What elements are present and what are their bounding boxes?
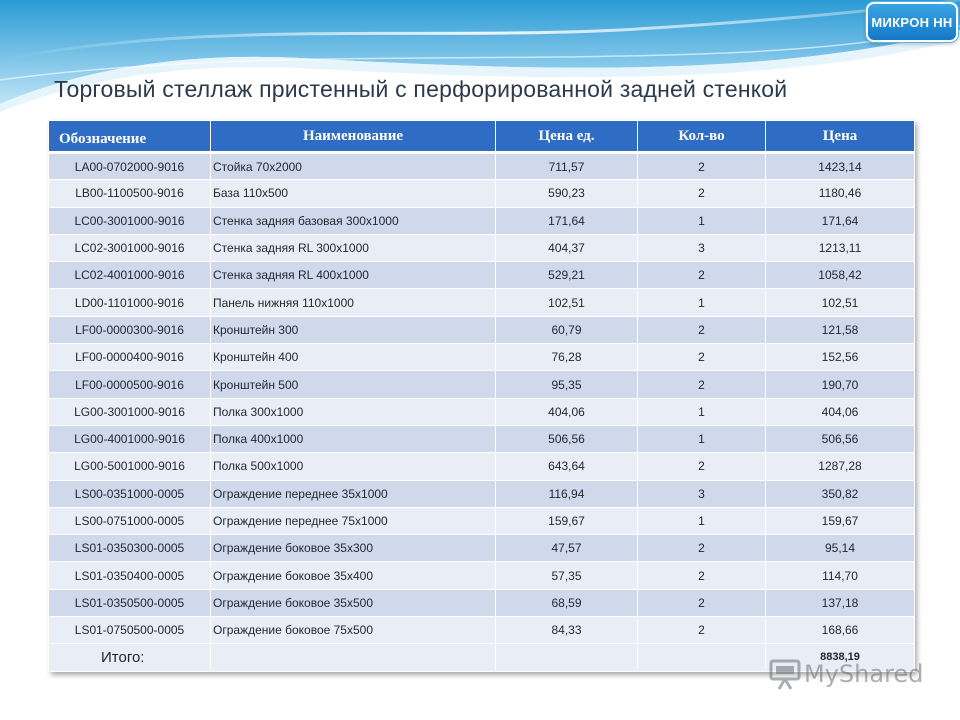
table-row xyxy=(49,562,915,589)
designation-cell: LA00-0702000-9016 xyxy=(49,153,211,180)
unit-price-cell: 404,06 xyxy=(496,398,638,425)
total-empty-cell xyxy=(496,644,638,672)
header-quantity: Кол-во xyxy=(638,121,766,153)
unit-price-cell: 590,23 xyxy=(496,180,638,207)
price-cell: 1287,28 xyxy=(766,453,915,480)
table-row xyxy=(49,589,915,616)
designation-cell: LF00-0000500-9016 xyxy=(49,371,211,398)
quantity-cell: 2 xyxy=(638,153,766,180)
price-cell: 137,18 xyxy=(766,589,915,616)
table-row xyxy=(49,617,915,644)
price-cell: 404,06 xyxy=(766,398,915,425)
designation-cell: LG00-4001000-9016 xyxy=(49,425,211,452)
total-empty-cell xyxy=(211,644,496,672)
name-cell: Полка 400х1000 xyxy=(211,425,496,452)
designation-cell: LC02-3001000-9016 xyxy=(49,234,211,261)
designation-cell: LB00-1100500-9016 xyxy=(49,180,211,207)
unit-price-cell: 60,79 xyxy=(496,316,638,343)
name-cell: Кронштейн 400 xyxy=(211,344,496,371)
unit-price-cell: 404,37 xyxy=(496,234,638,261)
unit-price-cell: 171,64 xyxy=(496,207,638,234)
name-cell: База 110х500 xyxy=(211,180,496,207)
watermark-text: MyShared xyxy=(804,660,924,688)
name-cell: Ограждение боковое 35х500 xyxy=(211,589,496,616)
total-empty-cell xyxy=(638,644,766,672)
designation-cell: LS01-0350300-0005 xyxy=(49,535,211,562)
table-row xyxy=(49,344,915,371)
quantity-cell: 2 xyxy=(638,316,766,343)
name-cell: Панель нижняя 110х1000 xyxy=(211,289,496,316)
name-cell: Полка 500х1000 xyxy=(211,453,496,480)
table-row xyxy=(49,234,915,261)
quantity-cell: 2 xyxy=(638,180,766,207)
name-cell: Стенка задняя базовая 300х1000 xyxy=(211,207,496,234)
designation-cell: LS01-0350400-0005 xyxy=(49,562,211,589)
quantity-cell: 1 xyxy=(638,207,766,234)
header-name: Наименование xyxy=(211,121,496,153)
price-cell: 152,56 xyxy=(766,344,915,371)
unit-price-cell: 68,59 xyxy=(496,589,638,616)
unit-price-cell: 116,94 xyxy=(496,480,638,507)
table-row xyxy=(49,153,915,180)
unit-price-cell: 711,57 xyxy=(496,153,638,180)
unit-price-cell: 506,56 xyxy=(496,425,638,452)
name-cell: Стойка 70х2000 xyxy=(211,153,496,180)
unit-price-cell: 643,64 xyxy=(496,453,638,480)
brand-logo-text: МИКРОН НН xyxy=(871,14,953,30)
designation-cell: LS00-0751000-0005 xyxy=(49,507,211,534)
table-row xyxy=(49,289,915,316)
quantity-cell: 1 xyxy=(638,289,766,316)
unit-price-cell: 47,57 xyxy=(496,535,638,562)
unit-price-cell: 76,28 xyxy=(496,344,638,371)
unit-price-cell: 159,67 xyxy=(496,507,638,534)
quantity-cell: 3 xyxy=(638,480,766,507)
quantity-cell: 2 xyxy=(638,562,766,589)
name-cell: Ограждение переднее 35х1000 xyxy=(211,480,496,507)
quantity-cell: 1 xyxy=(638,507,766,534)
header-price: Цена xyxy=(766,121,915,153)
name-cell: Стенка задняя RL 300х1000 xyxy=(211,234,496,261)
quantity-cell: 3 xyxy=(638,234,766,261)
price-table xyxy=(48,120,915,672)
designation-cell: LS01-0350500-0005 xyxy=(49,589,211,616)
name-cell: Ограждение боковое 75х500 xyxy=(211,617,496,644)
designation-cell: LG00-5001000-9016 xyxy=(49,453,211,480)
designation-cell: LS00-0351000-0005 xyxy=(49,480,211,507)
price-cell: 190,70 xyxy=(766,371,915,398)
total-value: 8838,19 xyxy=(766,644,915,672)
price-cell: 1058,42 xyxy=(766,262,915,289)
table-row xyxy=(49,425,915,452)
designation-cell: LD00-1101000-9016 xyxy=(49,289,211,316)
price-cell: 159,67 xyxy=(766,507,915,534)
header-designation: Обозначение xyxy=(49,121,211,153)
quantity-cell: 2 xyxy=(638,344,766,371)
name-cell: Полка 300х1000 xyxy=(211,398,496,425)
designation-cell: LF00-0000400-9016 xyxy=(49,344,211,371)
brand-logo xyxy=(866,2,958,42)
quantity-cell: 2 xyxy=(638,371,766,398)
price-cell: 1213,11 xyxy=(766,234,915,261)
price-cell: 102,51 xyxy=(766,289,915,316)
name-cell: Стенка задняя RL 400х1000 xyxy=(211,262,496,289)
unit-price-cell: 84,33 xyxy=(496,617,638,644)
name-cell: Ограждение боковое 35х300 xyxy=(211,535,496,562)
unit-price-cell: 57,35 xyxy=(496,562,638,589)
total-label: Итого: xyxy=(49,644,211,672)
quantity-cell: 2 xyxy=(638,535,766,562)
quantity-cell: 2 xyxy=(638,617,766,644)
page-title: Торговый стеллаж пристенный с перфорированной задней стенкой xyxy=(54,76,788,102)
price-cell: 506,56 xyxy=(766,425,915,452)
designation-cell: LS01-0750500-0005 xyxy=(49,617,211,644)
table-header-row xyxy=(49,121,915,153)
table-row xyxy=(49,480,915,507)
price-cell: 95,14 xyxy=(766,535,915,562)
table-row xyxy=(49,371,915,398)
table-row xyxy=(49,398,915,425)
designation-cell: LF00-0000300-9016 xyxy=(49,316,211,343)
header-unit-price: Цена ед. xyxy=(496,121,638,153)
quantity-cell: 1 xyxy=(638,398,766,425)
table-row xyxy=(49,207,915,234)
quantity-cell: 2 xyxy=(638,589,766,616)
price-cell: 168,66 xyxy=(766,617,915,644)
unit-price-cell: 529,21 xyxy=(496,262,638,289)
price-cell: 350,82 xyxy=(766,480,915,507)
price-cell: 1180,46 xyxy=(766,180,915,207)
price-table-container xyxy=(48,120,914,672)
name-cell: Кронштейн 300 xyxy=(211,316,496,343)
price-cell: 121,58 xyxy=(766,316,915,343)
name-cell: Ограждение переднее 75х1000 xyxy=(211,507,496,534)
name-cell: Ограждение боковое 35х400 xyxy=(211,562,496,589)
table-row xyxy=(49,535,915,562)
quantity-cell: 1 xyxy=(638,425,766,452)
designation-cell: LC02-4001000-9016 xyxy=(49,262,211,289)
table-row xyxy=(49,262,915,289)
table-row xyxy=(49,507,915,534)
table-row xyxy=(49,180,915,207)
unit-price-cell: 95,35 xyxy=(496,371,638,398)
quantity-cell: 2 xyxy=(638,262,766,289)
presentation-screen-icon xyxy=(768,657,802,691)
name-cell: Кронштейн 500 xyxy=(211,371,496,398)
designation-cell: LG00-3001000-9016 xyxy=(49,398,211,425)
quantity-cell: 2 xyxy=(638,453,766,480)
watermark xyxy=(768,656,923,692)
unit-price-cell: 102,51 xyxy=(496,289,638,316)
table-row xyxy=(49,316,915,343)
price-cell: 114,70 xyxy=(766,562,915,589)
price-cell: 171,64 xyxy=(766,207,915,234)
table-row xyxy=(49,453,915,480)
price-cell: 1423,14 xyxy=(766,153,915,180)
designation-cell: LC00-3001000-9016 xyxy=(49,207,211,234)
